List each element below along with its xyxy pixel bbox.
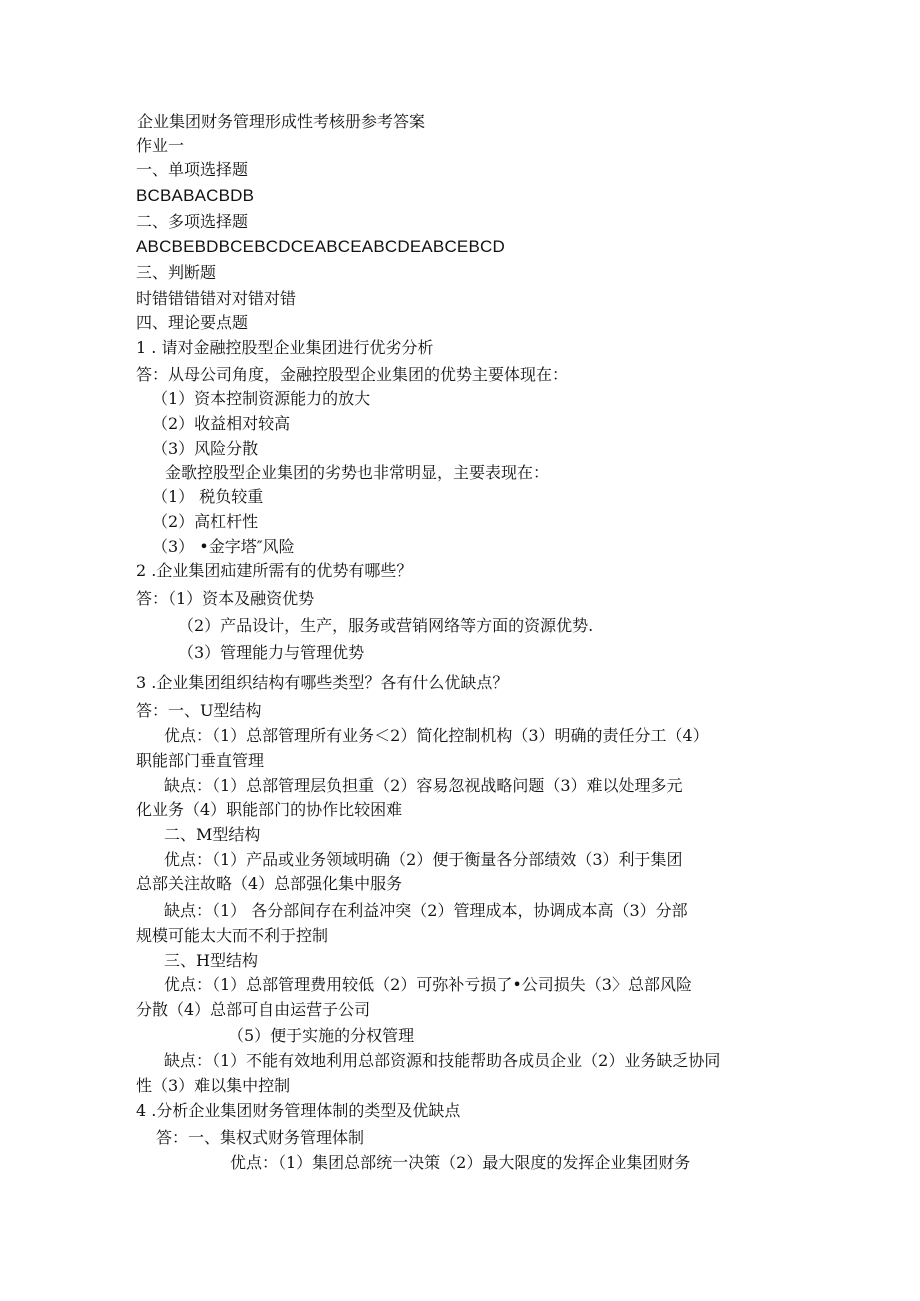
q1-disadvantage-1: （1） 税负较重 — [152, 487, 264, 506]
q2-answer-3: （3）管理能力与管理优势 — [178, 643, 365, 662]
q1-disadvantage-2: （2）高杠杆性 — [152, 512, 259, 531]
question-2: 2 .企业集团疝建所需有的优势有哪些？ — [136, 561, 413, 580]
q3-h-cons-line-2: 性（3）难以集中控制 — [136, 1076, 291, 1095]
question-4: 4 .分析企业集团财务管理体制的类型及优缺点 — [136, 1101, 461, 1120]
q3-m-heading: 二、M型结构 — [164, 825, 261, 844]
q1-disadvantage-intro: 金歌控股型企业集团的劣势也非常明显，主要表现在： — [165, 463, 550, 482]
q3-m-cons-line-1: 缺点：（1） 各分部间存在利益冲突（2）管理成本，协调成本高（3）分部 — [164, 901, 688, 920]
q2-answer-2: （2）产品设计，生产，服务或营销网络等方面的资源优势. — [178, 616, 594, 635]
q3-h-pros-line-1: 优点：（1）总部管理费用较低（2）可弥补亏损了•公司损失（3〉总部风险 — [164, 975, 692, 994]
multiple-choice-answers: ABCBEBDBCEBCDCEABCEABCDEABCEBCD — [136, 237, 505, 256]
assignment-label: 作业一 — [136, 136, 185, 155]
q1-advantage-1: （1）资本控制资源能力的放大 — [152, 389, 371, 408]
q3-h-cons-line-1: 缺点：（1）不能有效地利用总部资源和技能帮助各成员企业（2）业务缺乏协同 — [164, 1051, 721, 1070]
q3-h-pros-line-2: 分散（4）总部可自由运营子公司 — [136, 1000, 371, 1019]
q1-answer-intro: 答：从母公司角度，金融控股型企业集团的优势主要体现在： — [136, 365, 569, 384]
q3-u-heading: 答：一、U型结构 — [136, 701, 262, 720]
q1-advantage-2: （2）收益相对较高 — [152, 414, 291, 433]
q3-m-pros-line-1: 优点：（1）产品或业务领域明确（2）便于衡量各分部绩效（3）利于集团 — [164, 850, 683, 869]
theory-heading: 四、理论要点题 — [136, 313, 249, 332]
q4-answer-heading: 答：一、集权式财务管理体制 — [156, 1128, 365, 1147]
q2-answer-1: 答：（1）资本及融资优势 — [136, 589, 315, 608]
single-choice-answers: BCBABACBDB — [136, 186, 255, 205]
document-title: 企业集团财务管理形成性考核册参考答案 — [137, 112, 426, 131]
true-false-answers: 时错错错错对对错对错 — [136, 289, 297, 308]
q4-pros: 优点：（1）集团总部统一决策（2）最大限度的发挥企业集团财务 — [230, 1153, 691, 1172]
q3-m-pros-line-2: 总部关注故略（4）总部强化集中服务 — [136, 874, 403, 893]
q3-u-cons-line-1: 缺点：（1）总部管理层负担重（2）容易忽视战略问题（3）难以处理多元 — [164, 776, 683, 795]
q3-u-cons-line-2: 化业务（4）职能部门的协作比较困难 — [136, 800, 403, 819]
question-3: 3 .企业集团组织结构有哪些类型？各有什么优缺点？ — [136, 673, 509, 692]
single-choice-heading: 一、单项选择题 — [136, 160, 249, 179]
multiple-choice-heading: 二、多项选择题 — [136, 212, 249, 231]
q3-h-pros-line-3: （5）便于实施的分权管理 — [228, 1026, 415, 1045]
q3-m-cons-line-2: 规模可能太大而不利于控制 — [136, 926, 329, 945]
q3-h-heading: 三、H型结构 — [164, 951, 258, 970]
true-false-heading: 三、判断题 — [136, 263, 217, 282]
q3-u-pros-line-2: 职能部门垂直管理 — [136, 751, 265, 770]
q3-u-pros-line-1: 优点：（1）总部管理所有业务＜2）简化控制机构（3）明确的责任分工（4） — [164, 726, 709, 745]
q1-advantage-3: （3）风险分散 — [152, 439, 259, 458]
question-1: 1 . 请对金融控股型企业集团进行优劣分析 — [136, 338, 434, 357]
q1-disadvantage-3: （3） •金字塔″风险 — [152, 537, 295, 556]
